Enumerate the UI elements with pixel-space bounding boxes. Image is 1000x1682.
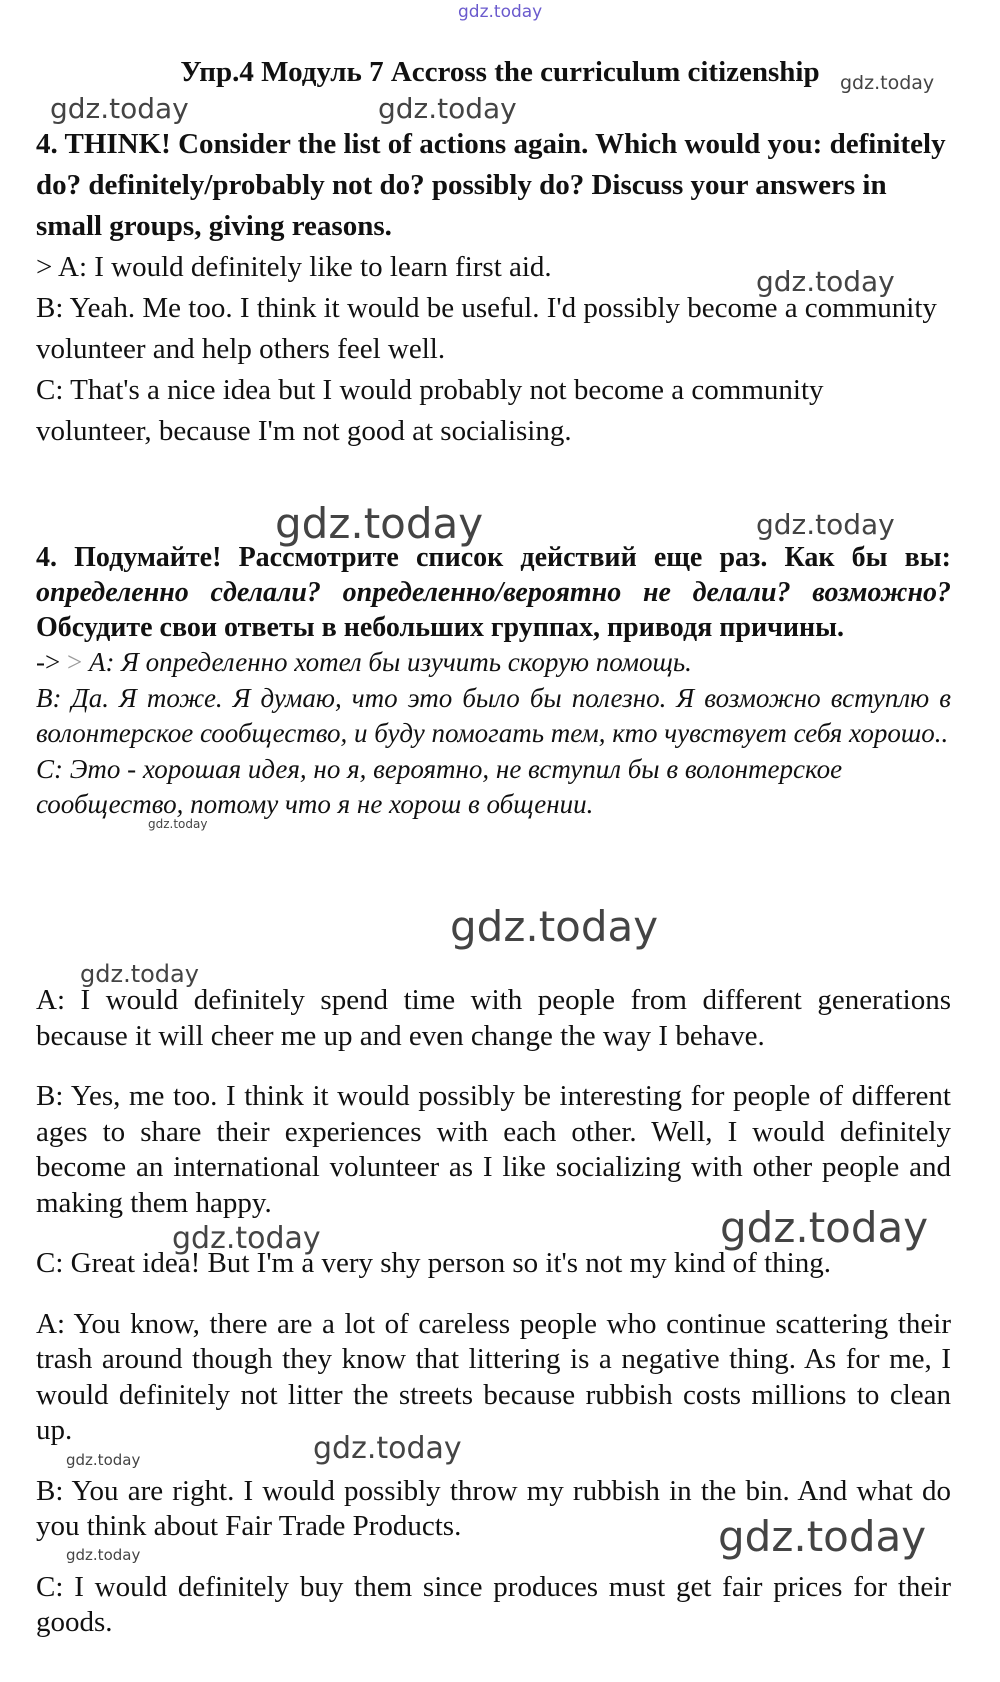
watermark: gdz.today: [458, 2, 543, 22]
watermark: gdz.today: [148, 817, 208, 831]
watermark: gdz.today: [756, 508, 895, 541]
russian-translation: [36, 540, 951, 823]
watermark: gdz.today: [720, 1203, 929, 1252]
dialogue-line: B: You are right. I would possibly throw my rubbish in the bin. And what do you think about Fair Trade Products.: [36, 1474, 951, 1542]
russian-line-c: C: Это - хорошая идея, но я, вероятно, не вступил бы в волонтерское сообщество, потому что я не хорош в общении.: [36, 753, 843, 819]
watermark: gdz.today: [80, 960, 199, 988]
watermark: gdz.today: [378, 92, 517, 125]
dialogue-line: A: I would definitely spend time with people from different generations because it will cheer me up and even change the way I behave.: [36, 984, 951, 1052]
russian-line-b: B: Да. Я тоже. Я думаю, что это было бы полезно. Я возможно вступлю в волонтерское сообщество, и буду помогать тем, кто чувствует себя хорошо..: [36, 682, 951, 748]
arrow-prefix: ->: [36, 647, 61, 677]
watermark: gdz.today: [840, 72, 935, 94]
russian-task-heading: [36, 540, 951, 645]
dialogue-line: B: Yes, me too. I think it would possibly be interesting for people of different ages to share their experiences with each other. Well, I would definitely become an international volunteer as I like socializing with other people and making them happy.: [36, 1080, 951, 1219]
russian-heading-part1: 4. Подумайте! Рассмотрите список действий еще раз. Как бы вы:: [36, 542, 951, 573]
watermark: gdz.today: [313, 1431, 462, 1466]
watermark: gdz.today: [718, 1512, 927, 1561]
watermark: gdz.today: [275, 499, 484, 548]
dialogue: [36, 983, 951, 1666]
russian-heading-italic: определенно сделали? определенно/вероятно не делали? возможно?: [36, 577, 951, 608]
english-line-c: C: That's a nice idea but I would probably not become a community volunteer, because I'm not good at socialising.: [36, 374, 824, 447]
russian-heading-part2: Обсудите свои ответы в небольших группах, приводя причины.: [36, 612, 845, 643]
watermark: gdz.today: [756, 265, 895, 298]
watermark: gdz.today: [450, 902, 659, 951]
english-line-a: > A: I would definitely like to learn first aid.: [36, 251, 552, 283]
watermark: gdz.today: [172, 1221, 321, 1256]
watermark: gdz.today: [66, 1546, 141, 1564]
dialogue-line: C: I would definitely buy them since produces must get fair prices for their goods.: [36, 1570, 951, 1638]
english-line-b: B: Yeah. Me too. I think it would be useful. I'd possibly become a community volunteer and help others feel well.: [36, 292, 937, 365]
russian-line-a: [36, 645, 951, 681]
arrow-gray: >: [60, 647, 89, 677]
watermark: gdz.today: [66, 1451, 141, 1469]
english-task-heading: 4. THINK! Consider the list of actions again. Which would you: definitely do? definitely/probably not do? possibly do? Discuss your answers in small groups, giving reasons.: [36, 128, 946, 242]
dialogue-line: A: You know, there are a lot of careless people who continue scattering their trash around though they know that littering is a negative thing. As for me, I would definitely not litter the streets because rubbish costs millions to clean up.: [36, 1307, 951, 1446]
page-title: Упр.4 Модуль 7 Accross the curriculum citizenship: [180, 56, 820, 88]
watermark: gdz.today: [50, 92, 189, 125]
dialogue-line: C: Great idea! But I'm a very shy person so it's not my kind of thing.: [36, 1247, 831, 1279]
russian-line-a-text: A: Я определенно хотел бы изучить скорую помощь.: [88, 647, 692, 677]
